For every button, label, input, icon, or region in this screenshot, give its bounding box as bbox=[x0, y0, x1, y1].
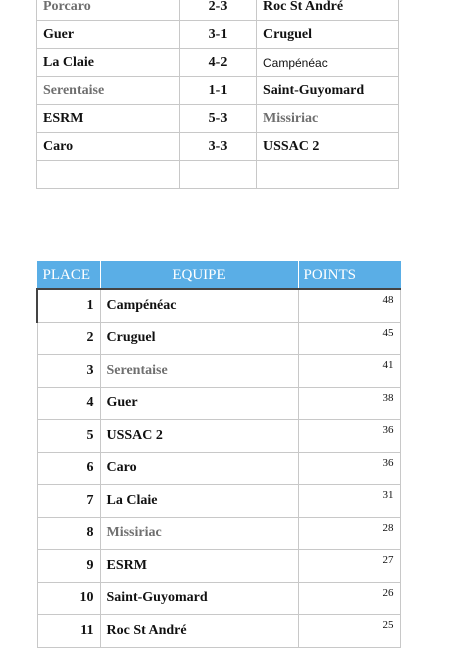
points-cell: 38 bbox=[298, 387, 400, 420]
score-cell: 3-3 bbox=[180, 133, 257, 161]
place-cell: 9 bbox=[37, 550, 100, 583]
result-row bbox=[37, 161, 399, 189]
points-cell: 25 bbox=[298, 615, 400, 648]
points-cell: 31 bbox=[298, 485, 400, 518]
team-cell: Cruguel bbox=[100, 322, 298, 355]
standings-row bbox=[37, 485, 400, 518]
away-team-cell: Roc St André bbox=[257, 0, 399, 21]
place-cell: 10 bbox=[37, 582, 100, 615]
team-cell: Caro bbox=[100, 452, 298, 485]
points-cell: 27 bbox=[298, 550, 400, 583]
standings-header-row bbox=[37, 262, 400, 290]
score-cell: 5-3 bbox=[180, 105, 257, 133]
result-row bbox=[37, 0, 399, 21]
team-cell: Saint-Guyomard bbox=[100, 582, 298, 615]
place-cell: 3 bbox=[37, 355, 100, 388]
result-row bbox=[37, 133, 399, 161]
standings-row bbox=[37, 289, 400, 322]
home-team-cell: ESRM bbox=[37, 105, 180, 133]
result-row bbox=[37, 21, 399, 49]
score-cell: 3-1 bbox=[180, 21, 257, 49]
home-team-cell bbox=[37, 161, 180, 189]
points-cell: 41 bbox=[298, 355, 400, 388]
team-cell: Missiriac bbox=[100, 517, 298, 550]
results-table bbox=[36, 0, 399, 189]
standings-table bbox=[36, 261, 401, 648]
points-cell: 26 bbox=[298, 582, 400, 615]
away-team-cell bbox=[257, 161, 399, 189]
standings-row bbox=[37, 387, 400, 420]
team-cell: Roc St André bbox=[100, 615, 298, 648]
team-cell: La Claie bbox=[100, 485, 298, 518]
standings-row bbox=[37, 420, 400, 453]
standings-row bbox=[37, 355, 400, 388]
standings-row bbox=[37, 517, 400, 550]
place-cell: 7 bbox=[37, 485, 100, 518]
standings-body bbox=[37, 289, 400, 647]
place-cell: 1 bbox=[37, 289, 100, 322]
home-team-cell: La Claie bbox=[37, 49, 180, 77]
team-cell: Campénéac bbox=[100, 289, 298, 322]
points-cell: 48 bbox=[298, 289, 400, 322]
header-place: PLACE bbox=[37, 262, 100, 290]
place-cell: 5 bbox=[37, 420, 100, 453]
away-team-cell: Cruguel bbox=[257, 21, 399, 49]
result-row bbox=[37, 49, 399, 77]
result-row bbox=[37, 105, 399, 133]
points-cell: 36 bbox=[298, 420, 400, 453]
home-team-cell: Caro bbox=[37, 133, 180, 161]
score-cell: 2-3 bbox=[180, 0, 257, 21]
standings-row bbox=[37, 452, 400, 485]
points-cell: 45 bbox=[298, 322, 400, 355]
place-cell: 2 bbox=[37, 322, 100, 355]
place-cell: 4 bbox=[37, 387, 100, 420]
result-row bbox=[37, 77, 399, 105]
points-cell: 28 bbox=[298, 517, 400, 550]
away-team-cell: Campénéac bbox=[257, 49, 399, 77]
standings-row bbox=[37, 550, 400, 583]
header-points: POINTS bbox=[298, 262, 400, 290]
team-cell: ESRM bbox=[100, 550, 298, 583]
place-cell: 11 bbox=[37, 615, 100, 648]
team-cell: Guer bbox=[100, 387, 298, 420]
away-team-cell: USSAC 2 bbox=[257, 133, 399, 161]
standings-row bbox=[37, 615, 400, 648]
away-team-cell: Saint-Guyomard bbox=[257, 77, 399, 105]
team-cell: USSAC 2 bbox=[100, 420, 298, 453]
standings-row bbox=[37, 322, 400, 355]
team-cell: Serentaise bbox=[100, 355, 298, 388]
home-team-cell: Porcaro bbox=[37, 0, 180, 21]
score-cell: 4-2 bbox=[180, 49, 257, 77]
place-cell: 6 bbox=[37, 452, 100, 485]
standings-row bbox=[37, 582, 400, 615]
header-team: EQUIPE bbox=[100, 262, 298, 290]
score-cell bbox=[180, 161, 257, 189]
points-cell: 36 bbox=[298, 452, 400, 485]
home-team-cell: Guer bbox=[37, 21, 180, 49]
score-cell: 1-1 bbox=[180, 77, 257, 105]
place-cell: 8 bbox=[37, 517, 100, 550]
results-body bbox=[37, 0, 399, 189]
home-team-cell: Serentaise bbox=[37, 77, 180, 105]
away-team-cell: Missiriac bbox=[257, 105, 399, 133]
